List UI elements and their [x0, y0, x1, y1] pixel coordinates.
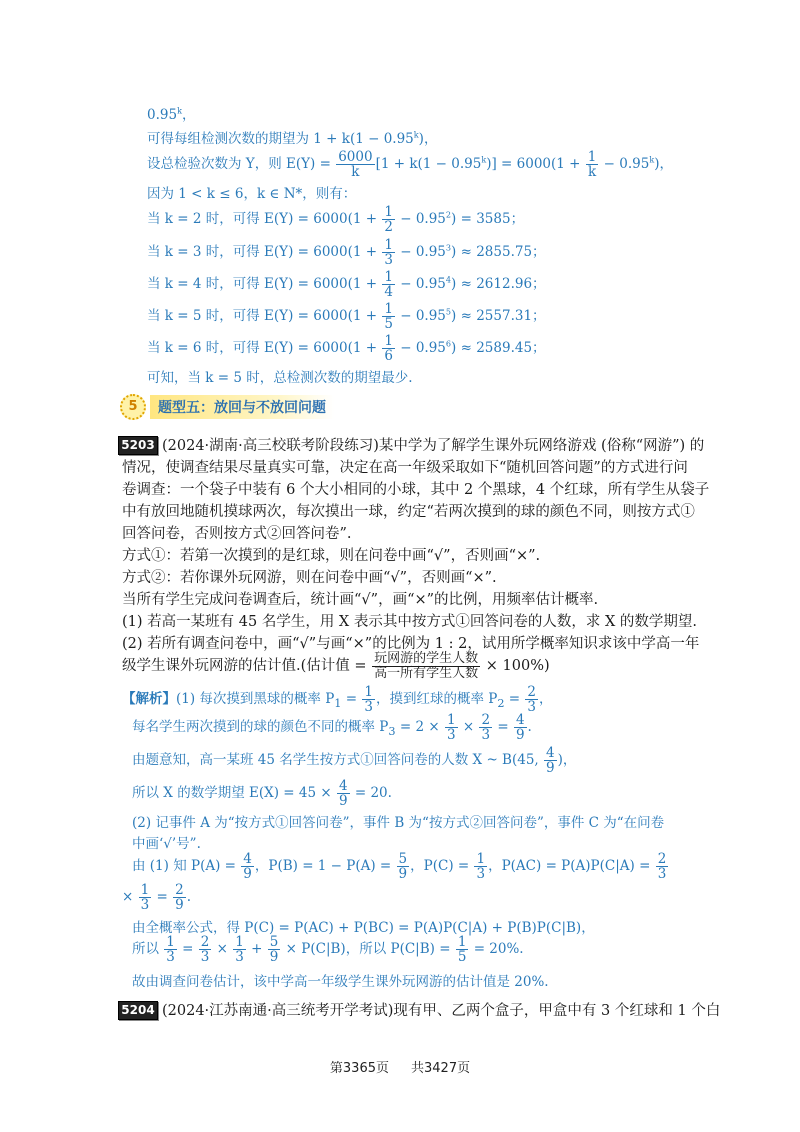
solution-line-3: 设总检验次数为 Y，则 E(Y) = $\frac{6000}{k}$ $[1 + k(1 - 0.95^k)] = 6000(1$ + $\frac{1}{k}$ − $0.95^k$)， — [147, 149, 673, 181]
problem-line: (2024·江苏南通·高三统考开学考试)现有甲、乙两个盒子，甲盒中有 3 个红球和 1 个白 — [162, 1003, 721, 1019]
problem-line: 方式①：若第一次摸到的是红球，则在问卷中画“√”，否则画“×”. — [122, 548, 541, 564]
solution-line-1: 0.95$^k$， — [147, 105, 196, 123]
problem-line: 回答问卷，否则按方式②回答问卷”. — [122, 526, 352, 542]
page-footer — [0, 1057, 800, 1076]
solution-line-4: 因为 1 < k ≤ 6，k ∈ N*，则有： — [147, 186, 357, 202]
solution-line-2: 可得每组检测次数的期望为 $1 + k(1 - 0.95^k)$， — [147, 129, 438, 147]
analysis-label: 【解析】 — [122, 691, 176, 708]
case-line-k3: 当 k = 3 时，可得 E(Y) = 6000(1 + $\frac{1}{3}$ − $0.95^3) \approx 2855.75$； — [147, 237, 546, 269]
case-line-k2: 当 k = 2 时，可得 E(Y) = 6000(1 + $\frac{1}{2}$ − $0.95^2) = 3585$； — [147, 204, 525, 236]
analysis-line-8: × $\frac{1}{3}$ = $\frac{2}{9}$ . — [122, 882, 191, 914]
analysis-line-10: 所以 $\frac{1}{3}$ = $\frac{2}{3}$ × $\frac{1}{3}$ + $\frac{5}{9}$ × P(C|B)，所以 P(C|B) = $\frac{1}{5}$ = 20%. — [132, 934, 524, 966]
case-line-k4: 当 k = 4 时，可得 E(Y) = 6000(1 + $\frac{1}{4}$ − $0.95^4) \approx 2612.96$； — [147, 269, 546, 301]
section-header — [120, 395, 334, 419]
case-line-k5: 当 k = 5 时，可得 E(Y) = 6000(1 + $\frac{1}{5}$ − $0.95^5) \approx 2557.31$； — [147, 301, 546, 333]
analysis-line-6: 中画‘√’号”. — [132, 836, 201, 852]
problem-line: (1) 若高一某班有 45 名学生，用 X 表示其中按方式①回答问卷的人数，求 X 的数学期望. — [122, 614, 698, 630]
analysis-line-3: 由题意知，高一某班 45 名学生按方式①回答问卷的人数 X ~ B(45, $\frac{4}{9}$ )， — [132, 745, 577, 777]
page-total: 共3427页 — [411, 1061, 471, 1076]
page-number: 第3365页 — [329, 1061, 389, 1076]
analysis-line-2: 每名学生两次摸到的球的颜色不同的概率 $P_3 = 2$ × $\frac{1}{3}$ × $\frac{2}{3}$ = $\frac{4}{9}$ . — [132, 712, 532, 744]
analysis-line-4: 所以 X 的数学期望 E(X) = 45 × $\frac{4}{9}$ = 20. — [132, 778, 392, 810]
analysis-line-7: 由 (1) 知 P(A) = $\frac{4}{9}$ ，P(B) = 1 − P(A) = $\frac{5}{9}$ ，P(C) = $\frac{1}{3}$ ，P(AC) = P(A)P(C|A) = $\frac{2}{3}$ — [132, 851, 667, 883]
problem-line: 方式②：若你课外玩网游，则在问卷中画“√”，否则画“×”. — [122, 570, 497, 586]
section-title: 题型五：放回与不放回问题 — [150, 395, 334, 419]
problem-line: (2024·湖南·高三校联考阶段练习)某中学为了解学生课外玩网络游戏 (俗称“网游”) 的 — [162, 438, 705, 454]
case-line-k6: 当 k = 6 时，可得 E(Y) = 6000(1 + $\frac{1}{6}$ − $0.95^6) \approx 2589.45$； — [147, 333, 546, 365]
analysis-line-9: 由全概率公式，得 P(C) = P(AC) + P(BC) = P(A)P(C|A) + P(B)P(C|B)， — [132, 920, 595, 936]
analysis-line-1: 【解析】(1) 每次摸到黑球的概率 $P_1$ = $\frac{1}{3}$ ，摸到红球的概率 $P_2$ = $\frac{2}{3}$ ， — [122, 684, 553, 716]
problem-line: 当所有学生完成问卷调查后，统计画“√”，画“×”的比例，用频率估计概率. — [122, 592, 599, 608]
problem-line: 卷调查：一个袋子中装有 6 个大小相同的小球，其中 2 个黑球，4 个红球，所有学生从袋子 — [122, 482, 710, 498]
analysis-line-5: (2) 记事件 A 为“按方式①回答问卷”，事件 B 为“按方式②回答问卷”，事件 C 为“在问卷 — [132, 815, 665, 831]
conclusion-line: 可知，当 k = 5 时，总检测次数的期望最少. — [147, 370, 413, 386]
problem-line-estimate: 级学生课外玩网游的估计值.(估计值 = $\frac{\text{玩网游的学生人数}}{\text{高一所有学生人数}}$ × 100%) — [122, 651, 550, 681]
problem-line: (2) 若所有调查问卷中，画“√”与画“×”的比例为 1 : 2，试用所学概率知识求该中学高一年 — [122, 636, 700, 652]
section-number-icon: 5 — [120, 394, 146, 420]
problem-line: 中有放回地随机摸球两次，每次摸出一球，约定“若两次摸到的球的颜色不同，则按方式① — [122, 504, 695, 520]
problem-line: 情况，使调查结果尽量真实可靠，决定在高一年级采取如下“随机回答问题”的方式进行问 — [122, 460, 688, 476]
problem-number-badge: 5203 — [118, 436, 158, 455]
problem-number-badge: 5204 — [118, 1001, 158, 1020]
analysis-line-11: 故由调查问卷估计，该中学高一年级学生课外玩网游的估计值是 20%. — [132, 974, 549, 990]
